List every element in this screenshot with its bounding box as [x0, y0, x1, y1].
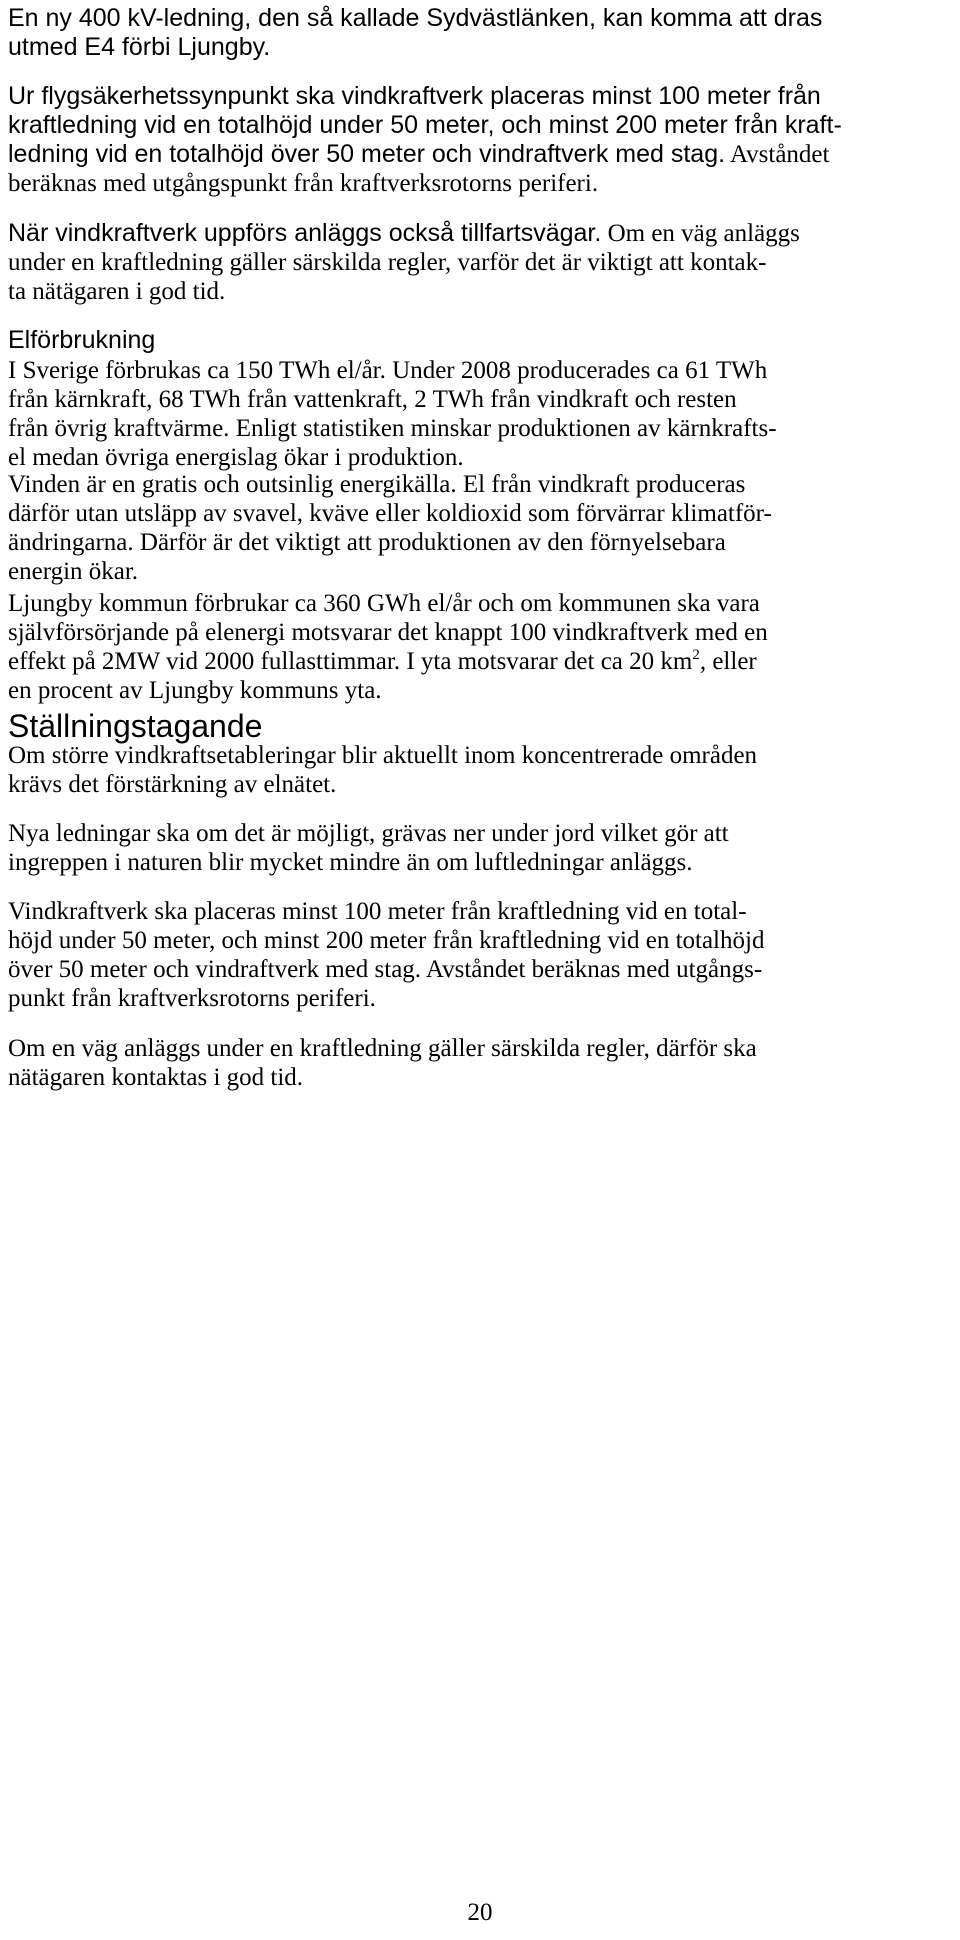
text-line	[8, 470, 948, 499]
text-line: Vindkraftverk ska placeras minst 100 meter från kraftledning vid en total-	[8, 898, 747, 925]
text-line: därför utan utsläpp av svavel, kväve eller koldioxid som förvärrar klimatför-	[8, 500, 772, 527]
text-line: En ny 400 kV-ledning, den så kallade Sydvästlänken, kan komma att dras	[8, 4, 823, 32]
paragraph-tillfartsvagar	[8, 219, 948, 306]
paragraph-stallning-1	[8, 741, 948, 799]
heading-elforbrukning: Elförbrukning	[8, 326, 156, 354]
paragraph-sydvastlanken	[8, 4, 948, 62]
text-segment: Enligt statistiken minskar produktionen av kärnkrafts-	[229, 415, 777, 442]
text-line: Om större vindkraftsetableringar blir aktuellt inom koncentrerade områden	[8, 742, 758, 769]
text-segment: från övrig kraftvärme.	[8, 415, 230, 442]
text-line: energin ökar.	[8, 558, 139, 585]
text-line: från kärnkraft, 68 TWh från vattenkraft, 2 TWh från vindkraft och resten	[8, 386, 737, 413]
text-segment: Om en väg anläggs	[601, 220, 800, 247]
text-line: krävs det förstärkning av elnätet.	[8, 771, 337, 798]
text-line: punkt från kraftverksrotorns periferi.	[8, 985, 376, 1012]
text-line	[8, 356, 948, 385]
heading-stallningstagande: Ställningstagande	[8, 708, 263, 744]
text-line: Ljungby kommun förbrukar ca 360 GWh el/år och om kommunen ska vara	[8, 590, 760, 617]
text-line	[8, 219, 948, 248]
paragraph-vinden	[8, 470, 948, 586]
text-line: utmed E4 förbi Ljungby.	[8, 33, 271, 61]
paragraph-ljungby-kommun	[8, 589, 948, 705]
text-line: självförsörjande på elenergi motsvarar det knappt 100 vindkraftverk med en	[8, 619, 768, 646]
text-segment: effekt på 2MW vid 2000 fullasttimmar. I yta motsvarar det ca 20 km	[8, 648, 693, 675]
text-line: Om en väg anläggs under en kraftledning gäller särskilda regler, därför ska	[8, 1035, 757, 1062]
text-line: nätägaren kontaktas i god tid.	[8, 1064, 304, 1091]
text-line: Ur flygsäkerhetssynpunkt ska vindkraftverk placeras minst 100 meter från	[8, 82, 821, 110]
text-line: höjd under 50 meter, och minst 200 meter från kraftledning vid en totalhöjd	[8, 927, 765, 954]
text-segment-serif: Avståndet	[725, 141, 830, 168]
text-segment: , eller	[699, 648, 757, 675]
paragraph-stallning-2	[8, 819, 948, 877]
text-segment: ledning vid en totalhöjd över 50 meter och vindraftverk med stag.	[8, 140, 726, 168]
text-line: ta nätägaren i god tid.	[8, 278, 226, 305]
text-line	[8, 140, 948, 169]
text-line: beräknas med utgångspunkt från kraftverksrotorns periferi.	[8, 170, 599, 197]
text-line: kraftledning vid en totalhöjd under 50 meter, och minst 200 meter från kraft-	[8, 111, 842, 139]
text-line: under en kraftledning gäller särskilda regler, varför det är viktigt att kontak-	[8, 249, 767, 276]
text-segment-sans: När vindkraftverk uppförs anläggs också tillfartsvägar.	[8, 219, 602, 247]
paragraph-flygsakerhet	[8, 82, 948, 198]
text-line: ändringarna. Därför är det viktigt att produktionen av den förnyelsebara	[8, 529, 726, 556]
page-number: 20	[467, 1899, 493, 1926]
text-line: ingreppen i naturen blir mycket mindre än om luftledningar anläggs.	[8, 849, 693, 876]
text-segment: Vinden är en gratis och outsinlig energikälla.	[8, 471, 457, 498]
text-line: över 50 meter och vindraftverk med stag. Avståndet beräknas med utgångs-	[8, 956, 763, 983]
text-line: en procent av Ljungby kommuns yta.	[8, 677, 382, 704]
text-segment: El från vindkraft produceras	[456, 471, 746, 498]
text-line	[8, 647, 948, 676]
text-segment: I Sverige förbrukas ca 150 TWh el/år.	[8, 357, 386, 384]
superscript: 2	[692, 647, 700, 663]
text-line: el medan övriga energislag ökar i produktion.	[8, 444, 464, 471]
paragraph-stallning-3	[8, 897, 948, 1013]
text-line	[8, 414, 948, 443]
paragraph-stallning-4	[8, 1034, 948, 1092]
text-line: Nya ledningar ska om det är möjligt, grävas ner under jord vilket gör att	[8, 820, 729, 847]
paragraph-elforbrukning	[8, 356, 948, 472]
text-segment: Under 2008 producerades ca 61 TWh	[385, 357, 768, 384]
